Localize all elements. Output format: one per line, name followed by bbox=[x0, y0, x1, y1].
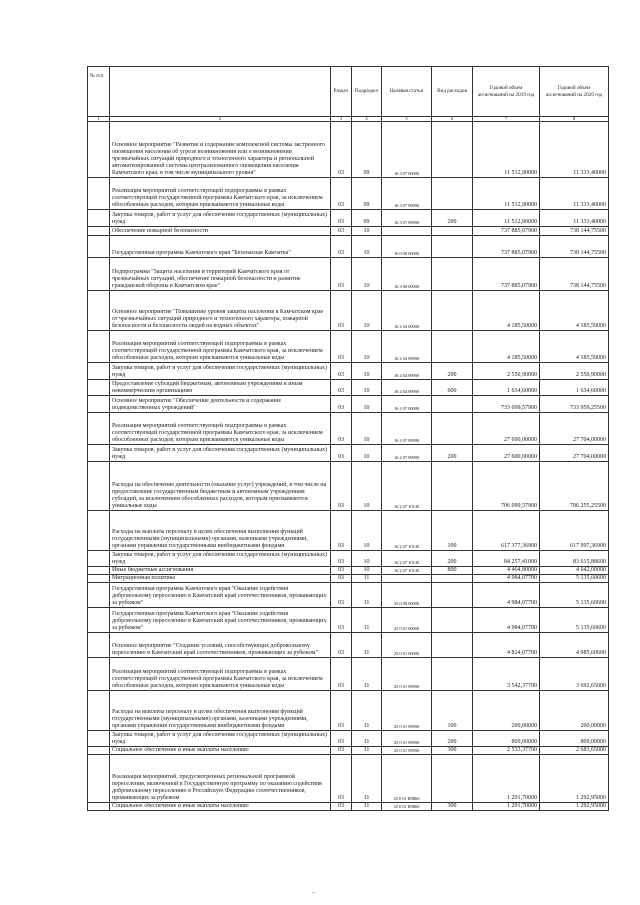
cell-csr: 16 2 07 09990 bbox=[382, 413, 432, 445]
cell-razdel: 03 bbox=[331, 396, 352, 413]
cell-num bbox=[88, 413, 110, 445]
cell-vr: 100 bbox=[432, 511, 473, 551]
cell-amount-2020: 1 634,60000 bbox=[540, 380, 609, 396]
col-number: 4 bbox=[352, 117, 382, 122]
cell-csr: 16 2 04 09990 bbox=[382, 380, 432, 396]
table-row bbox=[88, 575, 609, 583]
cell-amount-2020: 5 135,60600 bbox=[540, 583, 609, 608]
cell-csr bbox=[382, 575, 432, 583]
cell-amount-2019: 200,00000 bbox=[473, 691, 540, 731]
cell-razdel: 03 bbox=[331, 575, 352, 583]
cell-vr bbox=[432, 291, 473, 331]
col-number: 3 bbox=[331, 117, 352, 122]
cell-csr: 16 2 07 10140 bbox=[382, 567, 432, 575]
cell-num bbox=[88, 178, 110, 210]
cell-num bbox=[88, 291, 110, 331]
cell-csr: 16 3 07 00000 bbox=[382, 122, 432, 178]
col-header-csr: Целевая статья bbox=[382, 67, 432, 117]
table-row bbox=[88, 413, 609, 445]
cell-name: Социальное обеспечение и иные выплаты населению bbox=[110, 803, 331, 811]
cell-podrazdel: 10 bbox=[352, 363, 382, 380]
cell-num bbox=[88, 210, 110, 227]
cell-amount-2019: 737 885,07900 bbox=[473, 227, 540, 236]
cell-razdel: 03 bbox=[331, 122, 352, 178]
cell-vr bbox=[432, 331, 473, 363]
cell-vr bbox=[432, 236, 473, 258]
col-header-vr: Вид расходов bbox=[432, 67, 473, 117]
cell-podrazdel: 10 bbox=[352, 567, 382, 575]
cell-name: Расходы на обеспечение деятельности (оказание услуг) учреждений, в том числе на предоставление государственным бюджетным и автономным учреждениям субсидий, за исключением обособленных расходов, которым присваиваются уникальные коды bbox=[110, 462, 331, 511]
cell-csr: 16 2 07 10140 bbox=[382, 551, 432, 567]
cell-vr: 800 bbox=[432, 567, 473, 575]
table-row bbox=[88, 551, 609, 567]
table-row bbox=[88, 731, 609, 747]
cell-vr bbox=[432, 755, 473, 803]
table-row bbox=[88, 291, 609, 331]
cell-amount-2019: 1 291,70000 bbox=[473, 755, 540, 803]
cell-num bbox=[88, 755, 110, 803]
cell-num bbox=[88, 747, 110, 755]
cell-name: Закупка товаров, работ и услуг для обеспечения государственных (муниципальных) нужд bbox=[110, 363, 331, 380]
table-row bbox=[88, 380, 609, 396]
budget-table-sheet bbox=[87, 66, 608, 811]
cell-razdel: 03 bbox=[331, 731, 352, 747]
cell-num bbox=[88, 396, 110, 413]
col-number: 8 bbox=[540, 117, 609, 122]
cell-csr: 16 2 07 09990 bbox=[382, 445, 432, 462]
cell-name: Реализация мероприятий соответствующей подпрограммы в рамках соответствующей государственной программы Камчатского края, за исключением обособленных расходов, которым присваиваются уникальные коды bbox=[110, 331, 331, 363]
cell-csr: 16 2 07 10140 bbox=[382, 511, 432, 551]
cell-amount-2019: 84 257,41000 bbox=[473, 551, 540, 567]
table-row bbox=[88, 608, 609, 633]
cell-num bbox=[88, 236, 110, 258]
cell-vr bbox=[432, 227, 473, 236]
cell-amount-2020: 2 683,65000 bbox=[540, 747, 609, 755]
cell-amount-2020: 4 642,00000 bbox=[540, 567, 609, 575]
cell-razdel: 03 bbox=[331, 755, 352, 803]
cell-amount-2020: 4 185,50000 bbox=[540, 331, 609, 363]
cell-csr: 25 0 01 00000 bbox=[382, 608, 432, 633]
cell-vr bbox=[432, 122, 473, 178]
cell-name: Государственная программа Камчатского края "Оказание содействия добровольному переселению в Камчатский край соотечественников, проживающих за рубежом" bbox=[110, 583, 331, 608]
page-footer-mark: -- bbox=[312, 890, 316, 896]
cell-razdel: 03 bbox=[331, 511, 352, 551]
cell-razdel: 03 bbox=[331, 227, 352, 236]
cell-amount-2020: 5 135,60600 bbox=[540, 575, 609, 583]
cell-podrazdel: 09 bbox=[352, 178, 382, 210]
cell-num bbox=[88, 380, 110, 396]
cell-num bbox=[88, 583, 110, 608]
cell-amount-2019: 11 512,90000 bbox=[473, 210, 540, 227]
cell-razdel: 03 bbox=[331, 210, 352, 227]
cell-amount-2020: 11 333,40000 bbox=[540, 178, 609, 210]
cell-csr: 25 0 01 00000 bbox=[382, 633, 432, 658]
col-number: 2 bbox=[110, 117, 331, 122]
cell-num bbox=[88, 575, 110, 583]
cell-razdel: 03 bbox=[331, 803, 352, 811]
cell-name: Обеспечение пожарной безопасности bbox=[110, 227, 331, 236]
cell-amount-2019: 4 464,80000 bbox=[473, 567, 540, 575]
cell-name: Основное мероприятие "Развитие и содержание комплексной системы экстренного оповещения населения об угрозе возникновения или о возникновении чрезвычайных ситуаций природного и техногенного характера и региональной автоматизированной системы централизованного оповещения населения Камчатского края, в том числе муниципального уровня" bbox=[110, 122, 331, 178]
cell-amount-2019: 11 512,90000 bbox=[473, 122, 540, 178]
table-row bbox=[88, 363, 609, 380]
cell-name: Государственная программа Камчатского края "Безопасная Камчатка" bbox=[110, 236, 331, 258]
cell-csr: 16 2 04 00000 bbox=[382, 291, 432, 331]
cell-name: Миграционная политика bbox=[110, 575, 331, 583]
cell-amount-2020: 2 550,90000 bbox=[540, 363, 609, 380]
cell-amount-2020: 738 144,75500 bbox=[540, 258, 609, 291]
cell-podrazdel: 10 bbox=[352, 227, 382, 236]
cell-podrazdel: 11 bbox=[352, 747, 382, 755]
cell-podrazdel: 10 bbox=[352, 236, 382, 258]
cell-num bbox=[88, 803, 110, 811]
cell-vr bbox=[432, 583, 473, 608]
cell-num bbox=[88, 658, 110, 691]
cell-podrazdel: 11 bbox=[352, 575, 382, 583]
cell-razdel: 03 bbox=[331, 236, 352, 258]
cell-amount-2020: 738 144,75500 bbox=[540, 236, 609, 258]
cell-razdel: 03 bbox=[331, 462, 352, 511]
cell-num bbox=[88, 331, 110, 363]
cell-num bbox=[88, 445, 110, 462]
cell-vr bbox=[432, 413, 473, 445]
cell-amount-2020: 617 997,36900 bbox=[540, 511, 609, 551]
cell-razdel: 03 bbox=[331, 380, 352, 396]
table-row bbox=[88, 567, 609, 575]
cell-name: Закупка товаров, работ и услуг для обеспечения государственных (муниципальных) нужд bbox=[110, 210, 331, 227]
cell-amount-2020: 11 333,40000 bbox=[540, 210, 609, 227]
cell-vr bbox=[432, 575, 473, 583]
table-header-row bbox=[88, 67, 609, 117]
cell-podrazdel: 11 bbox=[352, 755, 382, 803]
cell-name: Основное мероприятие "Создание условий, способствующих добровольному переселению в Камчатский край соотечественников, проживающих за рубежом" bbox=[110, 633, 331, 658]
table-row bbox=[88, 747, 609, 755]
cell-name: Подпрограмма "Защита населения и территорий Камчатского края от чрезвычайных ситуаций, обеспечение пожарной безопасности и развитие гражданской обороны в Камчатском крае" bbox=[110, 258, 331, 291]
table-row bbox=[88, 396, 609, 413]
col-header-podrazdel: Подраздел bbox=[352, 67, 382, 117]
cell-razdel: 03 bbox=[331, 445, 352, 462]
cell-podrazdel: 09 bbox=[352, 122, 382, 178]
cell-num bbox=[88, 511, 110, 551]
cell-vr bbox=[432, 658, 473, 691]
cell-razdel: 03 bbox=[331, 747, 352, 755]
table-row bbox=[88, 210, 609, 227]
table-body bbox=[88, 122, 609, 811]
cell-vr: 200 bbox=[432, 445, 473, 462]
cell-vr bbox=[432, 396, 473, 413]
table-row bbox=[88, 445, 609, 462]
cell-amount-2019: 737 885,07900 bbox=[473, 236, 540, 258]
cell-csr: 16 2 07 10140 bbox=[382, 462, 432, 511]
cell-amount-2020: 1 292,95000 bbox=[540, 803, 609, 811]
cell-podrazdel: 11 bbox=[352, 583, 382, 608]
cell-csr bbox=[382, 227, 432, 236]
table-row bbox=[88, 658, 609, 691]
table-row bbox=[88, 583, 609, 608]
cell-podrazdel: 09 bbox=[352, 210, 382, 227]
cell-vr bbox=[432, 462, 473, 511]
cell-csr: 25 0 01 R0860 bbox=[382, 755, 432, 803]
cell-num bbox=[88, 551, 110, 567]
cell-name: Иные бюджетные ассигнования bbox=[110, 567, 331, 575]
cell-csr: 25 0 00 00000 bbox=[382, 583, 432, 608]
cell-amount-2020: 809,00000 bbox=[540, 731, 609, 747]
cell-vr bbox=[432, 178, 473, 210]
cell-name: Социальное обеспечение и иные выплаты населению bbox=[110, 747, 331, 755]
cell-csr: 16 2 07 00000 bbox=[382, 396, 432, 413]
cell-vr: 200 bbox=[432, 551, 473, 567]
cell-vr: 600 bbox=[432, 380, 473, 396]
cell-razdel: 03 bbox=[331, 363, 352, 380]
cell-podrazdel: 10 bbox=[352, 551, 382, 567]
cell-csr: 25 0 01 09990 bbox=[382, 658, 432, 691]
table-row bbox=[88, 633, 609, 658]
cell-name: Предоставление субсидий бюджетным, автономным учреждениям и иным некоммерческим организациям bbox=[110, 380, 331, 396]
budget-table bbox=[87, 66, 609, 811]
table-row bbox=[88, 803, 609, 811]
table-row bbox=[88, 755, 609, 803]
cell-amount-2019: 4 984,07700 bbox=[473, 608, 540, 633]
table-row bbox=[88, 258, 609, 291]
cell-amount-2020: 733 959,25500 bbox=[540, 396, 609, 413]
cell-podrazdel: 11 bbox=[352, 608, 382, 633]
cell-amount-2020: 5 135,60600 bbox=[540, 608, 609, 633]
cell-name: Основное мероприятие "Обеспечение деятельности и содержание подведомственных учреждений" bbox=[110, 396, 331, 413]
cell-podrazdel: 10 bbox=[352, 396, 382, 413]
cell-name: Закупка товаров, работ и услуг для обеспечения государственных (муниципальных) нужд bbox=[110, 551, 331, 567]
cell-num bbox=[88, 731, 110, 747]
table-row bbox=[88, 691, 609, 731]
cell-amount-2019: 737 885,07900 bbox=[473, 258, 540, 291]
col-header-razdel: Раздел bbox=[331, 67, 352, 117]
cell-name: Закупка товаров, работ и услуг для обеспечения государственных (муниципальных) нужд bbox=[110, 445, 331, 462]
cell-name: Реализация мероприятий соответствующей подпрограммы в рамках соответствующей государственной программы Камчатского края, за исключением обособленных расходов, которым присваиваются уникальные коды bbox=[110, 178, 331, 210]
cell-podrazdel: 10 bbox=[352, 413, 382, 445]
cell-amount-2019: 4 984,07700 bbox=[473, 583, 540, 608]
col-number: 5 bbox=[382, 117, 432, 122]
cell-csr: 25 0 01 09990 bbox=[382, 731, 432, 747]
cell-vr: 200 bbox=[432, 731, 473, 747]
cell-num bbox=[88, 258, 110, 291]
cell-amount-2020: 1 292,95000 bbox=[540, 755, 609, 803]
cell-amount-2019: 733 699,57900 bbox=[473, 396, 540, 413]
cell-podrazdel: 10 bbox=[352, 258, 382, 291]
cell-amount-2019: 2 550,90000 bbox=[473, 363, 540, 380]
table-row bbox=[88, 331, 609, 363]
cell-vr: 300 bbox=[432, 747, 473, 755]
cell-name: Основное мероприятие "Повышение уровня защиты населения в Камчатском крае от чрезвычайных ситуаций природного и техногенного характера, пожарной безопасности и безопасности людей на водных объектах" bbox=[110, 291, 331, 331]
cell-name: Расходы на выплаты персоналу в целях обеспечения выполнения функций государственными (муниципальными) органами, казенными учреждениями, органами управления государственными внебюджетными фондами bbox=[110, 691, 331, 731]
cell-csr: 16 3 00 00000 bbox=[382, 258, 432, 291]
cell-razdel: 03 bbox=[331, 658, 352, 691]
cell-amount-2019: 3 542,37700 bbox=[473, 658, 540, 691]
cell-amount-2019: 4 185,50000 bbox=[473, 331, 540, 363]
cell-amount-2019: 4 984,07700 bbox=[473, 575, 540, 583]
cell-podrazdel: 10 bbox=[352, 445, 382, 462]
cell-amount-2020: 200,00000 bbox=[540, 691, 609, 731]
cell-vr: 300 bbox=[432, 803, 473, 811]
cell-podrazdel: 10 bbox=[352, 462, 382, 511]
cell-amount-2020: 83 615,88600 bbox=[540, 551, 609, 567]
cell-amount-2019: 4 824,07700 bbox=[473, 633, 540, 658]
cell-amount-2020: 27 704,00000 bbox=[540, 445, 609, 462]
cell-num bbox=[88, 608, 110, 633]
cell-amount-2019: 809,00000 bbox=[473, 731, 540, 747]
table-row bbox=[88, 236, 609, 258]
cell-name: Расходы на выплаты персоналу в целях обеспечения выполнения функций государственными (муниципальными) органами, казенными учреждениями, органами управления государственными внебюджетными фондами bbox=[110, 511, 331, 551]
cell-csr: 16 3 07 09990 bbox=[382, 178, 432, 210]
cell-podrazdel: 11 bbox=[352, 803, 382, 811]
cell-razdel: 03 bbox=[331, 608, 352, 633]
col-header-2019: Годовой объем ассигнований на 2019 год bbox=[473, 67, 540, 117]
col-number: 6 bbox=[432, 117, 473, 122]
col-header-name bbox=[110, 67, 331, 117]
cell-vr: 200 bbox=[432, 210, 473, 227]
cell-csr: 16 2 04 09990 bbox=[382, 331, 432, 363]
cell-razdel: 03 bbox=[331, 567, 352, 575]
cell-num bbox=[88, 363, 110, 380]
cell-razdel: 03 bbox=[331, 331, 352, 363]
cell-num bbox=[88, 633, 110, 658]
cell-razdel: 03 bbox=[331, 413, 352, 445]
table-row bbox=[88, 511, 609, 551]
cell-amount-2019: 27 600,00000 bbox=[473, 413, 540, 445]
cell-csr: 16 3 07 09990 bbox=[382, 210, 432, 227]
col-header-num: № п/п bbox=[88, 67, 110, 117]
cell-name: Реализация мероприятий, предусмотренных региональной программой переселения, включенной в Государственную программу по оказанию содействия добровольному переселению в Российскую Федерацию соотечественников, проживающих за рубежом bbox=[110, 755, 331, 803]
col-number: 1 bbox=[88, 117, 110, 122]
cell-podrazdel: 10 bbox=[352, 511, 382, 551]
cell-podrazdel: 10 bbox=[352, 291, 382, 331]
cell-amount-2020: 4 185,50000 bbox=[540, 291, 609, 331]
cell-razdel: 03 bbox=[331, 583, 352, 608]
cell-podrazdel: 11 bbox=[352, 658, 382, 691]
cell-csr: 25 0 01 R0860 bbox=[382, 803, 432, 811]
cell-name: Реализация мероприятий соответствующей подпрограммы в рамках соответствующей государственной программы Камчатского края, за исключением обособленных расходов, которым присваиваются уникальные коды bbox=[110, 658, 331, 691]
cell-num bbox=[88, 462, 110, 511]
cell-amount-2019: 2 533,37700 bbox=[473, 747, 540, 755]
table-row bbox=[88, 462, 609, 511]
cell-podrazdel: 10 bbox=[352, 331, 382, 363]
cell-num bbox=[88, 122, 110, 178]
cell-name: Закупка товаров, работ и услуг для обеспечения государственных (муниципальных) нужд bbox=[110, 731, 331, 747]
cell-csr: 25 0 01 09990 bbox=[382, 691, 432, 731]
cell-amount-2020: 3 692,65000 bbox=[540, 658, 609, 691]
cell-amount-2019: 27 600,00000 bbox=[473, 445, 540, 462]
table-row bbox=[88, 227, 609, 236]
cell-podrazdel: 11 bbox=[352, 633, 382, 658]
cell-razdel: 03 bbox=[331, 691, 352, 731]
col-number: 7 bbox=[473, 117, 540, 122]
cell-amount-2020: 27 704,00000 bbox=[540, 413, 609, 445]
cell-vr bbox=[432, 608, 473, 633]
cell-amount-2019: 11 512,90000 bbox=[473, 178, 540, 210]
cell-name: Реализация мероприятий соответствующей подпрограммы в рамках соответствующей государственной программы Камчатского края, за исключением обособленных расходов, которым присваиваются уникальные коды bbox=[110, 413, 331, 445]
cell-csr: 25 0 01 09990 bbox=[382, 747, 432, 755]
cell-amount-2020: 706 255,25500 bbox=[540, 462, 609, 511]
cell-num bbox=[88, 691, 110, 731]
cell-num bbox=[88, 227, 110, 236]
cell-razdel: 03 bbox=[331, 178, 352, 210]
cell-vr bbox=[432, 633, 473, 658]
cell-amount-2019: 1 291,70000 bbox=[473, 803, 540, 811]
cell-amount-2020: 11 333,40000 bbox=[540, 122, 609, 178]
cell-csr: 16 2 04 09990 bbox=[382, 363, 432, 380]
cell-razdel: 03 bbox=[331, 633, 352, 658]
cell-podrazdel: 11 bbox=[352, 691, 382, 731]
cell-amount-2019: 1 634,60000 bbox=[473, 380, 540, 396]
col-header-2020: Годовой объем ассигнований на 2020 год bbox=[540, 67, 609, 117]
cell-vr: 100 bbox=[432, 691, 473, 731]
cell-razdel: 03 bbox=[331, 551, 352, 567]
cell-amount-2020: 738 144,75500 bbox=[540, 227, 609, 236]
cell-name: Государственная программа Камчатского края "Оказание содействия добровольному переселению в Камчатский край соотечественников, проживающих за рубежом" bbox=[110, 608, 331, 633]
cell-vr bbox=[432, 258, 473, 291]
cell-podrazdel: 10 bbox=[352, 380, 382, 396]
cell-razdel: 03 bbox=[331, 291, 352, 331]
cell-podrazdel: 11 bbox=[352, 731, 382, 747]
cell-vr: 200 bbox=[432, 363, 473, 380]
cell-amount-2020: 4 985,60600 bbox=[540, 633, 609, 658]
cell-amount-2019: 706 099,57900 bbox=[473, 462, 540, 511]
cell-amount-2019: 617 377,36900 bbox=[473, 511, 540, 551]
cell-razdel: 03 bbox=[331, 258, 352, 291]
cell-csr: 16 0 00 00000 bbox=[382, 236, 432, 258]
cell-num bbox=[88, 567, 110, 575]
cell-amount-2019: 4 185,50000 bbox=[473, 291, 540, 331]
table-row bbox=[88, 178, 609, 210]
table-row bbox=[88, 122, 609, 178]
